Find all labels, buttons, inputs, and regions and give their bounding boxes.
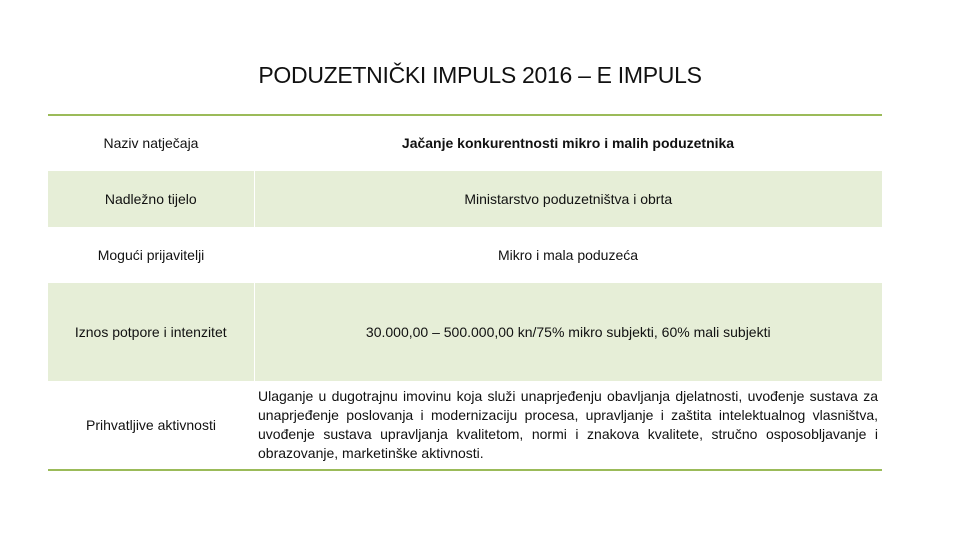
table-row-naziv (48, 115, 882, 171)
table-row-aktivnosti (48, 381, 882, 470)
row-label: Nadležno tijelo (48, 171, 254, 227)
row-value: Mikro i mala poduzeća (497, 246, 639, 263)
page-title: PODUZETNIČKI IMPULS 2016 – E IMPULS (258, 62, 702, 88)
table-row-prijavitelji (48, 227, 882, 283)
row-value: Ministarstvo poduzetništva i obrta (254, 171, 882, 227)
row-value: Jačanje konkurentnosti mikro i malih poduzetnika (401, 135, 735, 152)
row-label: Prihvatljive aktivnosti (86, 416, 216, 433)
table-row-iznos-potpore (48, 283, 882, 381)
row-value: 30.000,00 – 500.000,00 kn/75% mikro subjekti, 60% mali subjekti (254, 283, 882, 381)
row-value: Ulaganje u dugotrajnu imovinu koja služi unaprjeđenju obavljanja djelatnosti, uvođenje sustava za unaprjeđenje poslovanja i modernizaciju procesa, upravljanje i zaštita intelektualnog vlasništva, uvođenje sustava upravljanja kvalitetom, normi i znakova kvalitete, stručno osposobljavanje i obrazovanje, marketinške aktivnosti. (258, 388, 878, 461)
table-row-nadlezno-tijelo (48, 171, 882, 227)
row-label: Naziv natječaja (103, 135, 199, 152)
row-label: Mogući prijavitelji (97, 246, 205, 263)
info-table (48, 114, 882, 471)
row-label: Iznos potpore i intenzitet (48, 283, 254, 381)
